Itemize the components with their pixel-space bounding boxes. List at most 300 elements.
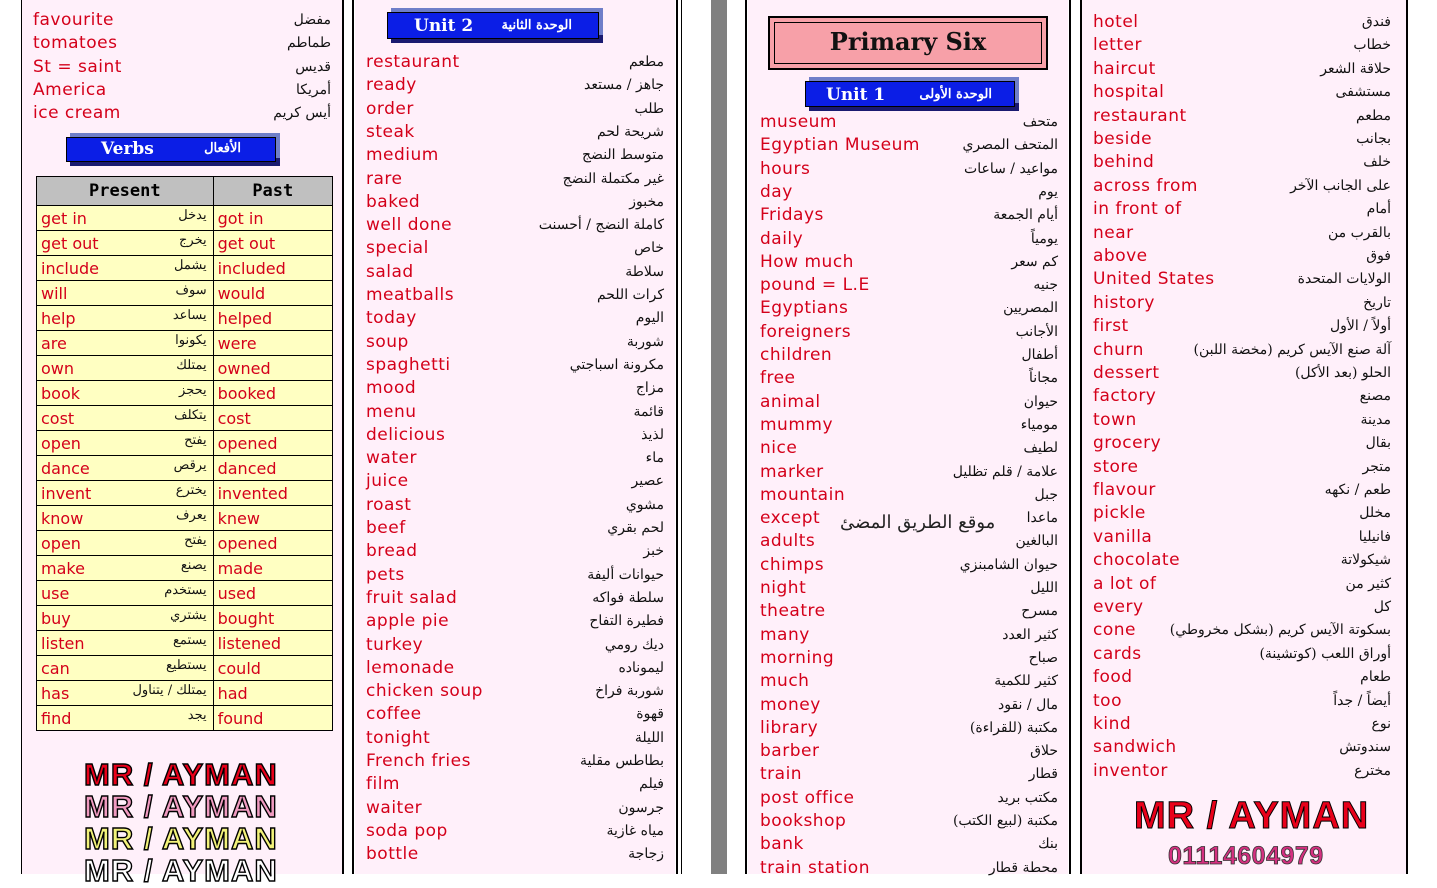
- divider-line: [1069, 0, 1071, 874]
- verb-row: [37, 356, 333, 381]
- arabic-translation: كاملة النضج / أحسنت: [538, 217, 664, 234]
- english-word: town: [1093, 409, 1137, 430]
- english-word: Fridays: [760, 205, 824, 226]
- unit-1-banner-label-arabic: الوحدة الأولى: [919, 87, 992, 102]
- vocab-row: [760, 787, 1058, 810]
- vocab-row: [1093, 268, 1391, 291]
- english-word: kind: [1093, 714, 1132, 734]
- verb-arabic: يفتح: [184, 433, 207, 448]
- verb-past: invented: [213, 481, 332, 506]
- english-word: coffee: [366, 704, 422, 725]
- english-word: marker: [760, 461, 824, 482]
- vocab-row: [1093, 315, 1391, 338]
- vocab-row: [366, 680, 664, 703]
- verb-arabic: يشمل: [174, 258, 207, 273]
- vocab-row: [1093, 643, 1391, 666]
- arabic-translation: صباح: [1028, 649, 1058, 666]
- verb-past: knew: [213, 506, 332, 531]
- english-word: sandwich: [1093, 737, 1177, 758]
- english-word: favourite: [33, 10, 114, 30]
- vocab-row: [760, 344, 1058, 367]
- arabic-translation: خلف: [1363, 154, 1391, 171]
- verb-present-cell: [37, 231, 214, 256]
- verbs-table: [36, 176, 333, 731]
- verb-past: cost: [213, 406, 332, 431]
- verb-past: helped: [213, 306, 332, 331]
- vocab-row: [366, 470, 664, 493]
- english-word: many: [760, 624, 810, 645]
- verbs-banner-label-arabic: الأفعال: [204, 141, 241, 156]
- vocab-row: [1093, 713, 1391, 736]
- vocab-row: [1093, 11, 1391, 34]
- english-word: restaurant: [366, 52, 460, 72]
- vocab-row: [760, 391, 1058, 414]
- arabic-translation: مجاناً: [1029, 370, 1058, 387]
- verb-past: could: [213, 656, 332, 681]
- vocab-row: [1093, 526, 1391, 549]
- verb-past: used: [213, 581, 332, 606]
- divider-line: [745, 0, 747, 874]
- vocab-row: [366, 797, 664, 820]
- arabic-translation: قديس: [295, 58, 331, 75]
- verb-present: dance: [41, 458, 90, 478]
- verb-present: know: [41, 508, 84, 528]
- verb-row: [37, 431, 333, 456]
- verb-past: listened: [213, 631, 332, 656]
- english-word: cone: [1093, 620, 1136, 641]
- arabic-translation: لحم بقري: [607, 520, 664, 536]
- arabic-translation: كل: [1373, 599, 1391, 615]
- arabic-translation: جرسون: [618, 799, 664, 816]
- arabic-translation: حلاق: [1030, 743, 1058, 760]
- verb-row: [37, 531, 333, 556]
- arabic-translation: مطعم: [628, 54, 664, 70]
- english-word: a lot of: [1093, 573, 1157, 594]
- arabic-translation: ليموناده: [618, 659, 664, 676]
- verb-present-cell: [37, 281, 214, 306]
- english-word: rare: [366, 168, 403, 189]
- divider-line: [1080, 0, 1082, 874]
- english-word: bank: [760, 834, 804, 855]
- english-word: United States: [1093, 269, 1215, 290]
- vocab-row: [366, 354, 664, 377]
- vocab-row: [760, 158, 1058, 181]
- english-word: beef: [366, 518, 406, 538]
- arabic-translation: كثير العدد: [1002, 626, 1058, 643]
- english-word: inventor: [1093, 760, 1168, 781]
- vocab-row: [1093, 409, 1391, 432]
- arabic-translation: طماطم: [287, 35, 331, 52]
- arabic-translation: فانيليا: [1358, 528, 1391, 545]
- verb-past: danced: [213, 456, 332, 481]
- page-title: Primary Six: [768, 16, 1048, 70]
- arabic-translation: البالغين: [1015, 533, 1058, 550]
- arabic-translation: طلب: [634, 100, 664, 117]
- verb-row: [37, 481, 333, 506]
- verb-present: open: [41, 533, 81, 553]
- vocab-row: [760, 437, 1058, 460]
- arabic-translation: مياه غازية: [606, 822, 664, 839]
- arabic-translation: أيضاً / جداً: [1333, 692, 1391, 709]
- vocab-row: [760, 484, 1058, 507]
- arabic-translation: ديك رومي: [604, 636, 664, 653]
- vocab-row: [33, 102, 331, 125]
- verb-past: had: [213, 681, 332, 706]
- vocab-row: [1093, 128, 1391, 151]
- verb-present: get out: [41, 233, 99, 253]
- verb-present: has: [41, 683, 70, 703]
- vocab-row: [366, 587, 664, 610]
- english-word: bottle: [366, 844, 419, 865]
- verb-present-cell: [37, 356, 214, 381]
- english-word: water: [366, 448, 417, 469]
- arabic-translation: فطيرة التفاح: [589, 613, 664, 630]
- english-word: haircut: [1093, 58, 1156, 79]
- vocab-row: [366, 144, 664, 167]
- english-word: chocolate: [1093, 550, 1181, 571]
- arabic-translation: مفضل: [293, 12, 331, 28]
- verb-row: [37, 281, 333, 306]
- verb-row: [37, 506, 333, 531]
- vocab-row: [366, 657, 664, 680]
- arabic-translation: بالقرب من: [1327, 224, 1391, 241]
- vocab-row: [1093, 292, 1391, 315]
- arabic-translation: بنك: [1038, 836, 1058, 853]
- arabic-translation: خاص: [634, 240, 664, 257]
- english-word: food: [1093, 667, 1133, 688]
- english-word: Egyptians: [760, 298, 849, 319]
- arabic-translation: محطة قطار: [988, 859, 1058, 876]
- verb-row: [37, 606, 333, 631]
- english-word: St = saint: [33, 56, 122, 77]
- arabic-translation: متوسط النضج: [582, 147, 664, 164]
- arabic-translation: مستشفى: [1335, 84, 1391, 101]
- vocab-row: [1093, 105, 1391, 128]
- verb-row: [37, 406, 333, 431]
- verb-present-cell: [37, 631, 214, 656]
- verb-present-cell: [37, 381, 214, 406]
- verb-past: were: [213, 331, 332, 356]
- arabic-translation: مسرح: [1021, 603, 1058, 620]
- verb-present-cell: [37, 656, 214, 681]
- arabic-translation: كرات اللحم: [596, 287, 664, 303]
- verb-row: [37, 231, 333, 256]
- english-word: mountain: [760, 484, 846, 505]
- vocab-row: [760, 297, 1058, 320]
- verb-present: buy: [41, 608, 71, 628]
- english-word: barber: [760, 741, 820, 762]
- arabic-translation: قائمة: [633, 403, 664, 420]
- vocab-row: [366, 820, 664, 843]
- vocab-row: [366, 284, 664, 307]
- verb-present-cell: [37, 331, 214, 356]
- vocab-row: [760, 321, 1058, 344]
- vocab-row: [366, 401, 664, 424]
- vocab-row: [760, 228, 1058, 251]
- past-header: Past: [213, 177, 332, 206]
- english-word: dessert: [1093, 363, 1160, 383]
- vocab-row: [1093, 385, 1391, 408]
- english-word: mood: [366, 378, 417, 399]
- arabic-translation: بسكوتة الآيس كريم (بشكل مخروطي): [1169, 622, 1391, 639]
- vocab-row: [366, 121, 664, 144]
- vocab-row: [366, 74, 664, 97]
- divider-line: [21, 0, 22, 874]
- arabic-translation: متجر: [1362, 458, 1391, 475]
- verb-present-cell: [37, 581, 214, 606]
- vocab-row: [760, 763, 1058, 786]
- arabic-translation: مدينة: [1360, 411, 1391, 428]
- vocab-row: [1093, 479, 1391, 502]
- arabic-translation: مخلل: [1359, 505, 1391, 522]
- vocab-row: [366, 237, 664, 260]
- vocab-row: [1093, 736, 1391, 759]
- verb-arabic: يرقص: [173, 458, 207, 473]
- arabic-translation: جنيه: [1033, 277, 1058, 294]
- verb-arabic: يستطيع: [165, 658, 207, 673]
- verb-present: invent: [41, 483, 92, 503]
- verb-row: [37, 256, 333, 281]
- verb-past: opened: [213, 531, 332, 556]
- vocab-row: [760, 694, 1058, 717]
- verb-present: listen: [41, 633, 85, 653]
- arabic-translation: حيوانات أليفة: [587, 566, 664, 583]
- verb-row: [37, 656, 333, 681]
- english-word: hospital: [1093, 82, 1165, 103]
- arabic-translation: الولايات المتحدة: [1297, 271, 1391, 288]
- arabic-translation: متحف: [1022, 114, 1058, 130]
- verb-row: [37, 381, 333, 406]
- verb-row: [37, 331, 333, 356]
- vocab-row: [366, 843, 664, 866]
- arabic-translation: نوع: [1371, 716, 1391, 732]
- vocab-row: [33, 56, 331, 79]
- arabic-translation: لذيذ: [641, 426, 664, 443]
- verb-present-cell: [37, 606, 214, 631]
- verb-arabic: يصنع: [180, 558, 207, 573]
- vocab-row: [366, 564, 664, 587]
- english-word: waiter: [366, 797, 423, 818]
- vocab-row: [366, 377, 664, 400]
- arabic-translation: مكتب بريد: [997, 789, 1058, 806]
- verb-present: open: [41, 433, 81, 453]
- arabic-translation: خطاب: [1353, 37, 1391, 54]
- vocab-row: [1093, 549, 1391, 572]
- verb-present: use: [41, 583, 70, 603]
- verb-past: bought: [213, 606, 332, 631]
- english-word: soda pop: [366, 820, 448, 841]
- vocab-row: [33, 9, 331, 32]
- english-word: turkey: [366, 634, 424, 655]
- english-word: vanilla: [1093, 526, 1153, 547]
- verb-arabic: سوف: [175, 283, 207, 298]
- arabic-translation: علامة / قلم تظليل: [952, 463, 1058, 480]
- english-word: pound = L.E: [760, 275, 870, 296]
- arabic-translation: مومياء: [1020, 416, 1058, 433]
- english-word: above: [1093, 246, 1148, 266]
- vocab-row: [366, 307, 664, 330]
- vocab-row: [1093, 222, 1391, 245]
- vocab-row: [760, 810, 1058, 833]
- english-word: hotel: [1093, 12, 1139, 32]
- english-word: free: [760, 368, 796, 389]
- english-word: behind: [1093, 152, 1155, 173]
- english-word: ready: [366, 75, 417, 96]
- verb-row: [37, 206, 333, 231]
- english-word: meatballs: [366, 285, 455, 305]
- arabic-translation: مصنع: [1359, 388, 1391, 405]
- arabic-translation: طعام: [1360, 669, 1391, 686]
- watermark-text: موقع الطريق المضئ: [840, 512, 996, 533]
- arabic-translation: حيوان الشامبنزي: [959, 556, 1058, 573]
- vocab-row: [1093, 666, 1391, 689]
- english-word: pets: [366, 564, 405, 585]
- verb-arabic: يكونوا: [175, 333, 207, 348]
- verb-present: cost: [41, 408, 75, 428]
- vocab-row: [366, 168, 664, 191]
- english-word: pickle: [1093, 503, 1146, 524]
- vocab-row: [366, 610, 664, 633]
- english-word: mummy: [760, 414, 834, 435]
- verb-arabic: يساعد: [172, 308, 207, 323]
- english-word: every: [1093, 597, 1144, 617]
- english-word: post office: [760, 787, 855, 808]
- verb-present-cell: [37, 431, 214, 456]
- verb-row: [37, 306, 333, 331]
- verb-row: [37, 556, 333, 581]
- vocab-row: [1093, 502, 1391, 525]
- arabic-translation: مزاج: [635, 380, 664, 397]
- vocab-row: [366, 727, 664, 750]
- verb-row: [37, 706, 333, 731]
- verb-present: find: [41, 708, 72, 728]
- divider-line: [711, 0, 727, 874]
- vocab-row: [366, 494, 664, 517]
- verb-arabic: يستخدم: [164, 583, 207, 598]
- english-word: adults: [760, 531, 816, 552]
- verb-arabic: يحجز: [179, 383, 207, 398]
- verb-arabic: يفتح: [184, 533, 207, 548]
- vocab-row: [760, 647, 1058, 670]
- vocab-row: [1093, 245, 1391, 268]
- arabic-translation: المصريين: [1003, 300, 1058, 317]
- vocab-row: [366, 331, 664, 354]
- vocab-row: [33, 79, 331, 102]
- verb-present-cell: [37, 531, 214, 556]
- english-word: foreigners: [760, 321, 852, 342]
- present-header: Present: [37, 177, 214, 206]
- english-word: spaghetti: [366, 354, 451, 375]
- english-word: roast: [366, 494, 412, 515]
- arabic-translation: مخبوز: [629, 193, 664, 210]
- english-word: well done: [366, 215, 453, 236]
- vocab-row: [366, 517, 664, 540]
- english-word: apple pie: [366, 611, 450, 632]
- english-word: across from: [1093, 175, 1198, 196]
- vocab-row: [1093, 151, 1391, 174]
- vocab-row: [1093, 175, 1391, 198]
- signature-line: MR / AYMAN: [84, 853, 278, 888]
- english-word: daily: [760, 228, 804, 249]
- signature-line: MR / AYMAN: [84, 757, 278, 792]
- vocab-row: [366, 51, 664, 74]
- unit-1-banner-label: Unit 1: [826, 85, 886, 105]
- vocab-row: [366, 214, 664, 237]
- verb-present: get in: [41, 208, 87, 228]
- vocab-row: [760, 600, 1058, 623]
- arabic-translation: أوراق اللعب (كوتشينة): [1259, 645, 1391, 662]
- english-word: grocery: [1093, 433, 1162, 454]
- arabic-translation: قطار: [1028, 766, 1058, 783]
- english-word: history: [1093, 292, 1155, 313]
- arabic-translation: ماعدا: [1026, 510, 1058, 527]
- english-word: America: [33, 79, 107, 100]
- english-word: museum: [760, 112, 837, 132]
- english-word: order: [366, 98, 414, 119]
- verb-present: include: [41, 258, 99, 278]
- arabic-translation: شيكولاتة: [1340, 552, 1391, 569]
- verb-past: included: [213, 256, 332, 281]
- arabic-translation: شريحة لحم: [597, 123, 664, 140]
- english-word: churn: [1093, 339, 1144, 360]
- verb-past: made: [213, 556, 332, 581]
- arabic-translation: أيس كريم: [273, 105, 331, 122]
- vocab-row: [760, 367, 1058, 390]
- unit-2-banner-label-arabic: الوحدة الثانية: [501, 18, 572, 33]
- vocab-row: [366, 424, 664, 447]
- verb-present-cell: [37, 456, 214, 481]
- english-word: medium: [366, 145, 439, 166]
- arabic-translation: يومياً: [1030, 230, 1058, 247]
- divider-line: [352, 0, 354, 874]
- english-word: nice: [760, 438, 798, 459]
- verb-past: got in: [213, 206, 332, 231]
- arabic-translation: مكتبة (للقراءة): [969, 719, 1058, 736]
- vocab-row: [1093, 81, 1391, 104]
- english-word: hours: [760, 158, 811, 179]
- arabic-translation: كم سعر: [1011, 253, 1058, 270]
- vocab-row: [366, 98, 664, 121]
- verb-arabic: يعرف: [176, 508, 207, 523]
- english-word: flavour: [1093, 480, 1156, 500]
- arabic-translation: أمريكا: [295, 81, 331, 98]
- english-word: film: [366, 774, 400, 795]
- arabic-translation: المتحف المصري: [962, 137, 1058, 154]
- signature-line: MR / AYMAN: [84, 821, 278, 856]
- vocab-row: [1093, 596, 1391, 619]
- arabic-translation: على الجانب الآخر: [1290, 177, 1391, 194]
- verb-present: can: [41, 658, 70, 678]
- arabic-translation: فندق: [1361, 14, 1391, 30]
- english-word: night: [760, 578, 807, 598]
- arabic-translation: جاهز / مستعد: [584, 77, 664, 94]
- verb-arabic: يخترع: [175, 483, 207, 498]
- vocab-row: [366, 703, 664, 726]
- vocab-row: [760, 670, 1058, 693]
- signature-main: MR / AYMAN: [1134, 795, 1370, 837]
- vocab-row: [1093, 456, 1391, 479]
- arabic-translation: شوربة فراخ: [595, 683, 664, 700]
- vocab-row: [760, 134, 1058, 157]
- english-word: children: [760, 345, 833, 365]
- arabic-translation: لطيف: [1023, 440, 1058, 457]
- vocab-row: [760, 414, 1058, 437]
- vocab-row: [760, 624, 1058, 647]
- verb-arabic: يتكلف: [174, 408, 207, 423]
- vocab-row: [33, 32, 331, 55]
- vocab-row: [366, 773, 664, 796]
- arabic-translation: مواعيد / ساعات: [964, 160, 1058, 177]
